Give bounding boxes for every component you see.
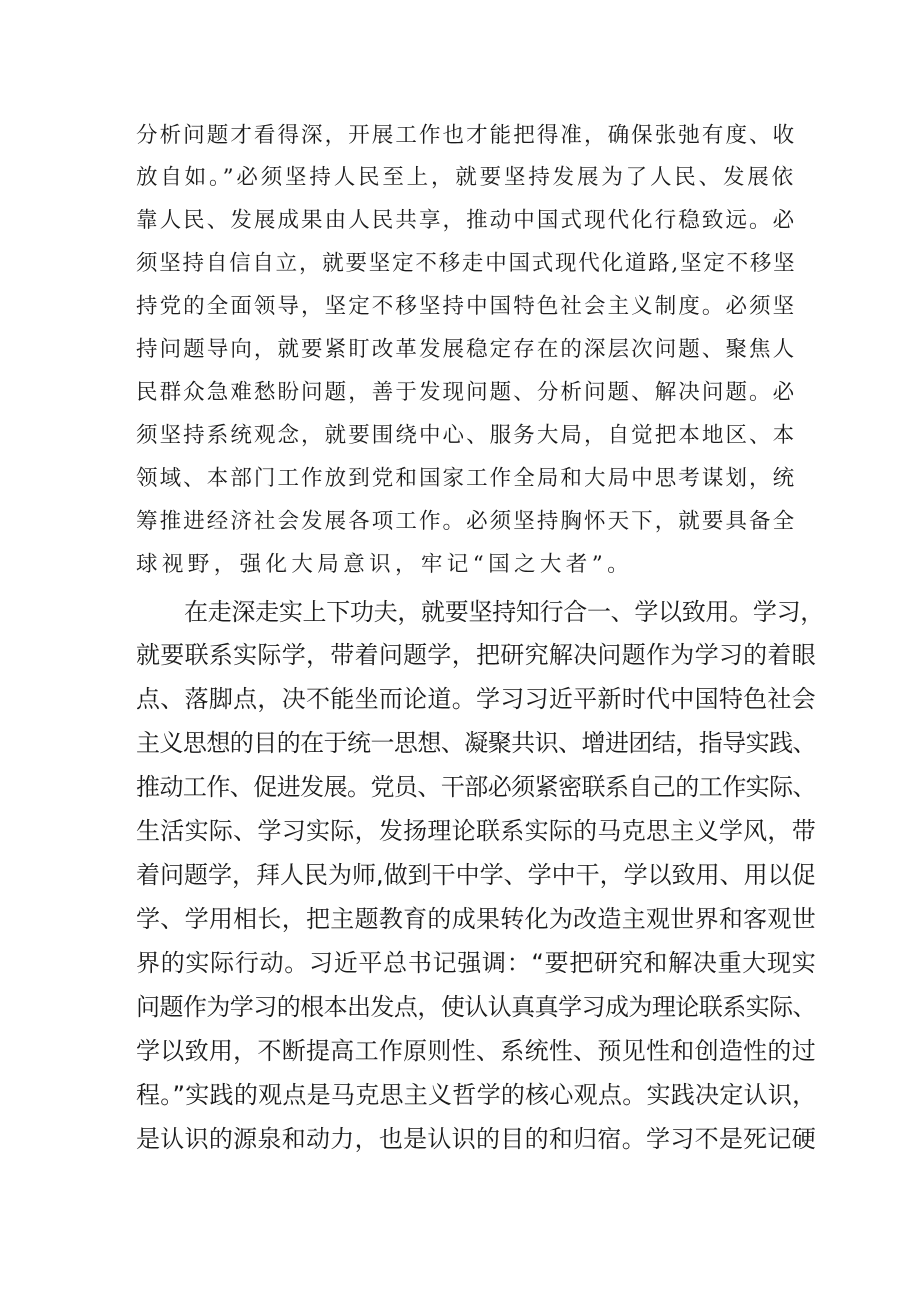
paragraph-line: 生活实际、学习实际，发扬理论联系实际的马克思主义学风，带 [136,817,816,845]
paragraph-line: 点、落脚点，决不能坐而论道。学习习近平新时代中国特色社会 [136,685,816,713]
paragraph-line: 筹推进经济社会发展各项工作。必须坚持胸怀天下，就要具备全 [136,509,797,534]
paragraph-line: 是认识的源泉和动力，也是认识的目的和归宿。学习不是死记硬 [136,1125,816,1153]
paragraph-line: 持党的全面领导，坚定不移坚持中国特色社会主义制度。必须坚 [136,294,797,319]
paragraph-line: 学以致用，不断提高工作原则性、系统性、预见性和创造性的过 [136,1037,816,1065]
paragraph-line: 就要联系实际学，带着问题学，把研究解决问题作为学习的着眼 [136,641,816,669]
paragraph-line: 学、学用相长，把主题教育的成果转化为改造主观世界和客观世 [136,905,816,933]
paragraph-line: 推动工作、促进发展。党员、干部必须紧密联系自己的工作实际、 [136,773,816,801]
paragraph-line: 在走深走实上下功夫，就要坚持知行合一、学以致用。学习， [184,598,824,626]
paragraph-line: 程。”实践的观点是马克思主义哲学的核心观点。实践决定认识， [136,1081,817,1109]
paragraph-line: 放自如。”必须坚持人民至上，就要坚持发展为了人民、发展依 [136,165,796,190]
paragraph-line: 须坚持系统观念，就要围绕中心、服务大局，自觉把本地区、本 [136,423,797,448]
paragraph-line: 靠人民、发展成果由人民共享，推动中国式现代化行稳致远。必 [136,208,797,233]
paragraph-line: 问题作为学习的根本出发点，使认认真真学习成为理论联系实际、 [136,993,816,1021]
paragraph-line: 领域、本部门工作放到党和国家工作全局和大局中思考谋划，统 [136,466,797,491]
paragraph-line: 民群众急难愁盼问题，善于发现问题、分析问题、解决问题。必 [136,380,797,405]
paragraph-line: 球视野，强化大局意识，牢记“国之大者”。 [136,552,633,577]
paragraph-line: 界的实际行动。习近平总书记强调：“要把研究和解决重大现实 [136,949,817,977]
paragraph-line: 须坚持自信自立，就要坚定不移走中国式现代化道路,坚定不移坚 [136,251,797,276]
paragraph-line: 着问题学，拜人民为师,做到干中学、学中干，学以致用、用以促 [136,861,816,889]
paragraph-line: 分析问题才看得深，开展工作也才能把得准，确保张弛有度、收 [136,123,797,148]
paragraph-line: 持问题导向，就要紧盯改革发展稳定存在的深层次问题、聚焦人 [136,337,797,362]
paragraph-line: 主义思想的目的在于统一思想、凝聚共识、增进团结，指导实践、 [136,729,816,757]
